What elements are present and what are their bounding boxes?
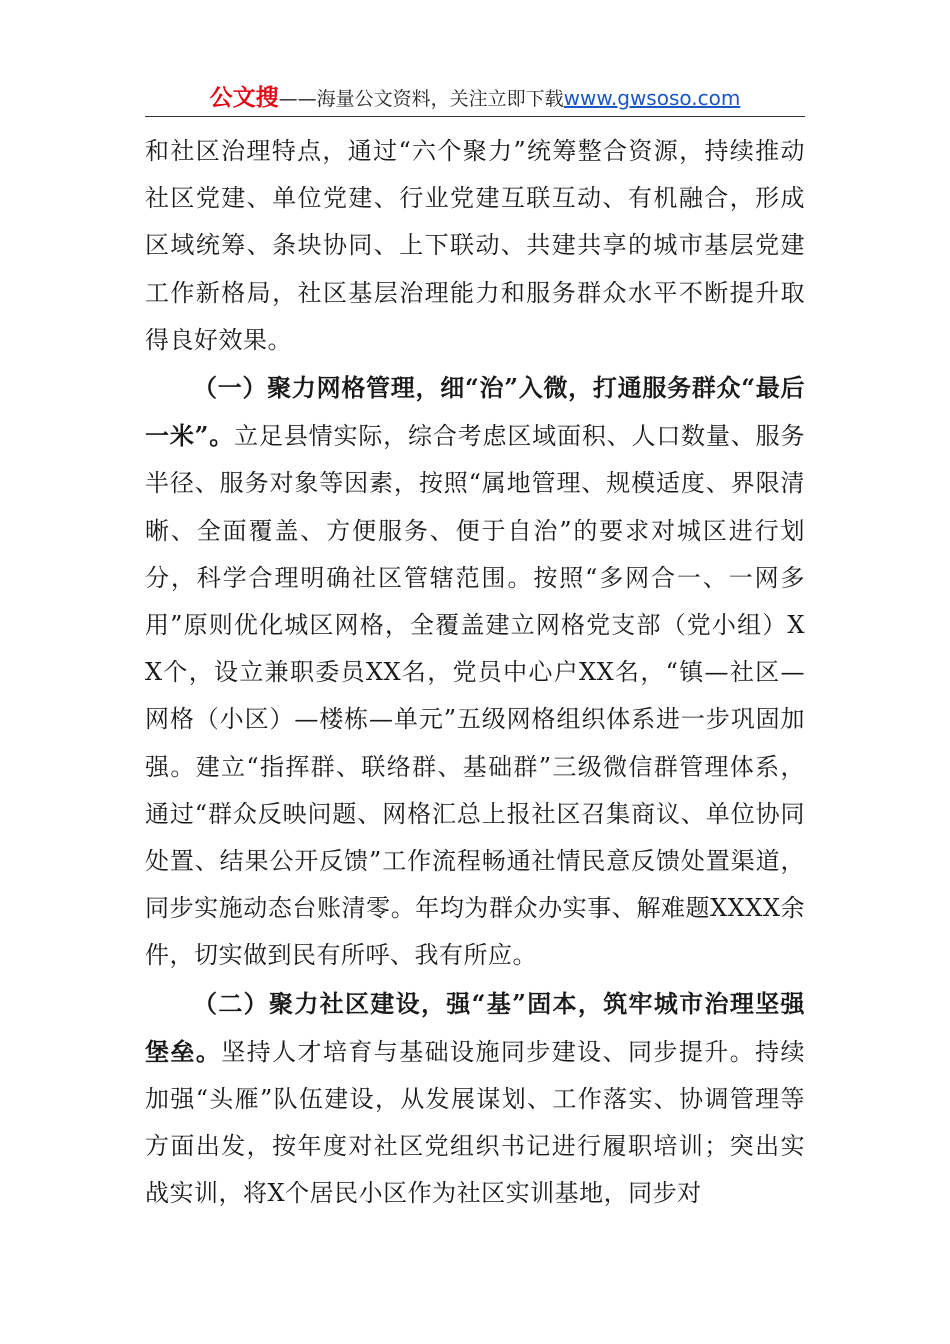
paragraph-section-2 — [145, 980, 805, 1218]
section-heading: （二）聚力社区建设，强“基”固本，筑牢城市治理坚强堡垒。 — [145, 988, 805, 1066]
site-link[interactable]: www.gwsoso.com — [563, 86, 741, 110]
paragraph-section-1 — [145, 364, 805, 980]
brand-name: 公文搜 — [209, 85, 279, 111]
page-header — [145, 80, 805, 116]
section-heading: （一）聚力网格管理，细“治”入微，打通服务群众“最后一米”。 — [145, 373, 805, 451]
document-body — [145, 128, 805, 1218]
paragraph-text: 和社区治理特点，通过“六个聚力”统筹整合资源，持续推动社区党建、单位党建、行业党建互联互动、有机融合，形成区域统筹、条块协同、上下联动、共建共享的城市基层党建工作新格局，社区基层治理能力和服务群众水平不断提升取得良好效果。 — [145, 137, 805, 354]
paragraph-continuation — [145, 128, 805, 364]
paragraph-text: 立足县情实际，综合考虑区域面积、人口数量、服务半径、服务对象等因素，按照“属地管理、规模适度、界限清晰、全面覆盖、方便服务、便于自治”的要求对城区进行划分，科学合理明确社区管辖范围。按照“多网合一、一网多用”原则优化城区网格，全覆盖建立网格党支部（党小组）XX个，设立兼职委员XX名，党员中心户XX名，“镇—社区—网格（小区）—楼栋—单元”五级网格组织体系进一步巩固加强。建立“指挥群、联络群、基础群”三级微信群管理体系，通过“群众反映问题、网格汇总上报社区召集商议、单位协同处置、结果公开反馈”工作流程畅通社情民意反馈处置渠道，同步实施动态台账清零。年均为群众办实事、解难题XXXX余件，切实做到民有所呼、我有所应。 — [145, 422, 806, 970]
header-divider — [145, 116, 805, 117]
header-tagline: ——海量公文资料，关注立即下载 — [278, 88, 564, 110]
paragraph-text: 坚持人才培育与基础设施同步建设、同步提升。持续加强“头雁”队伍建设，从发展谋划、工作落实、协调管理等方面出发，按年度对社区党组织书记进行履职培训；突出实战实训，将X个居民小区作为社区实训基地，同步对 — [145, 1037, 806, 1208]
